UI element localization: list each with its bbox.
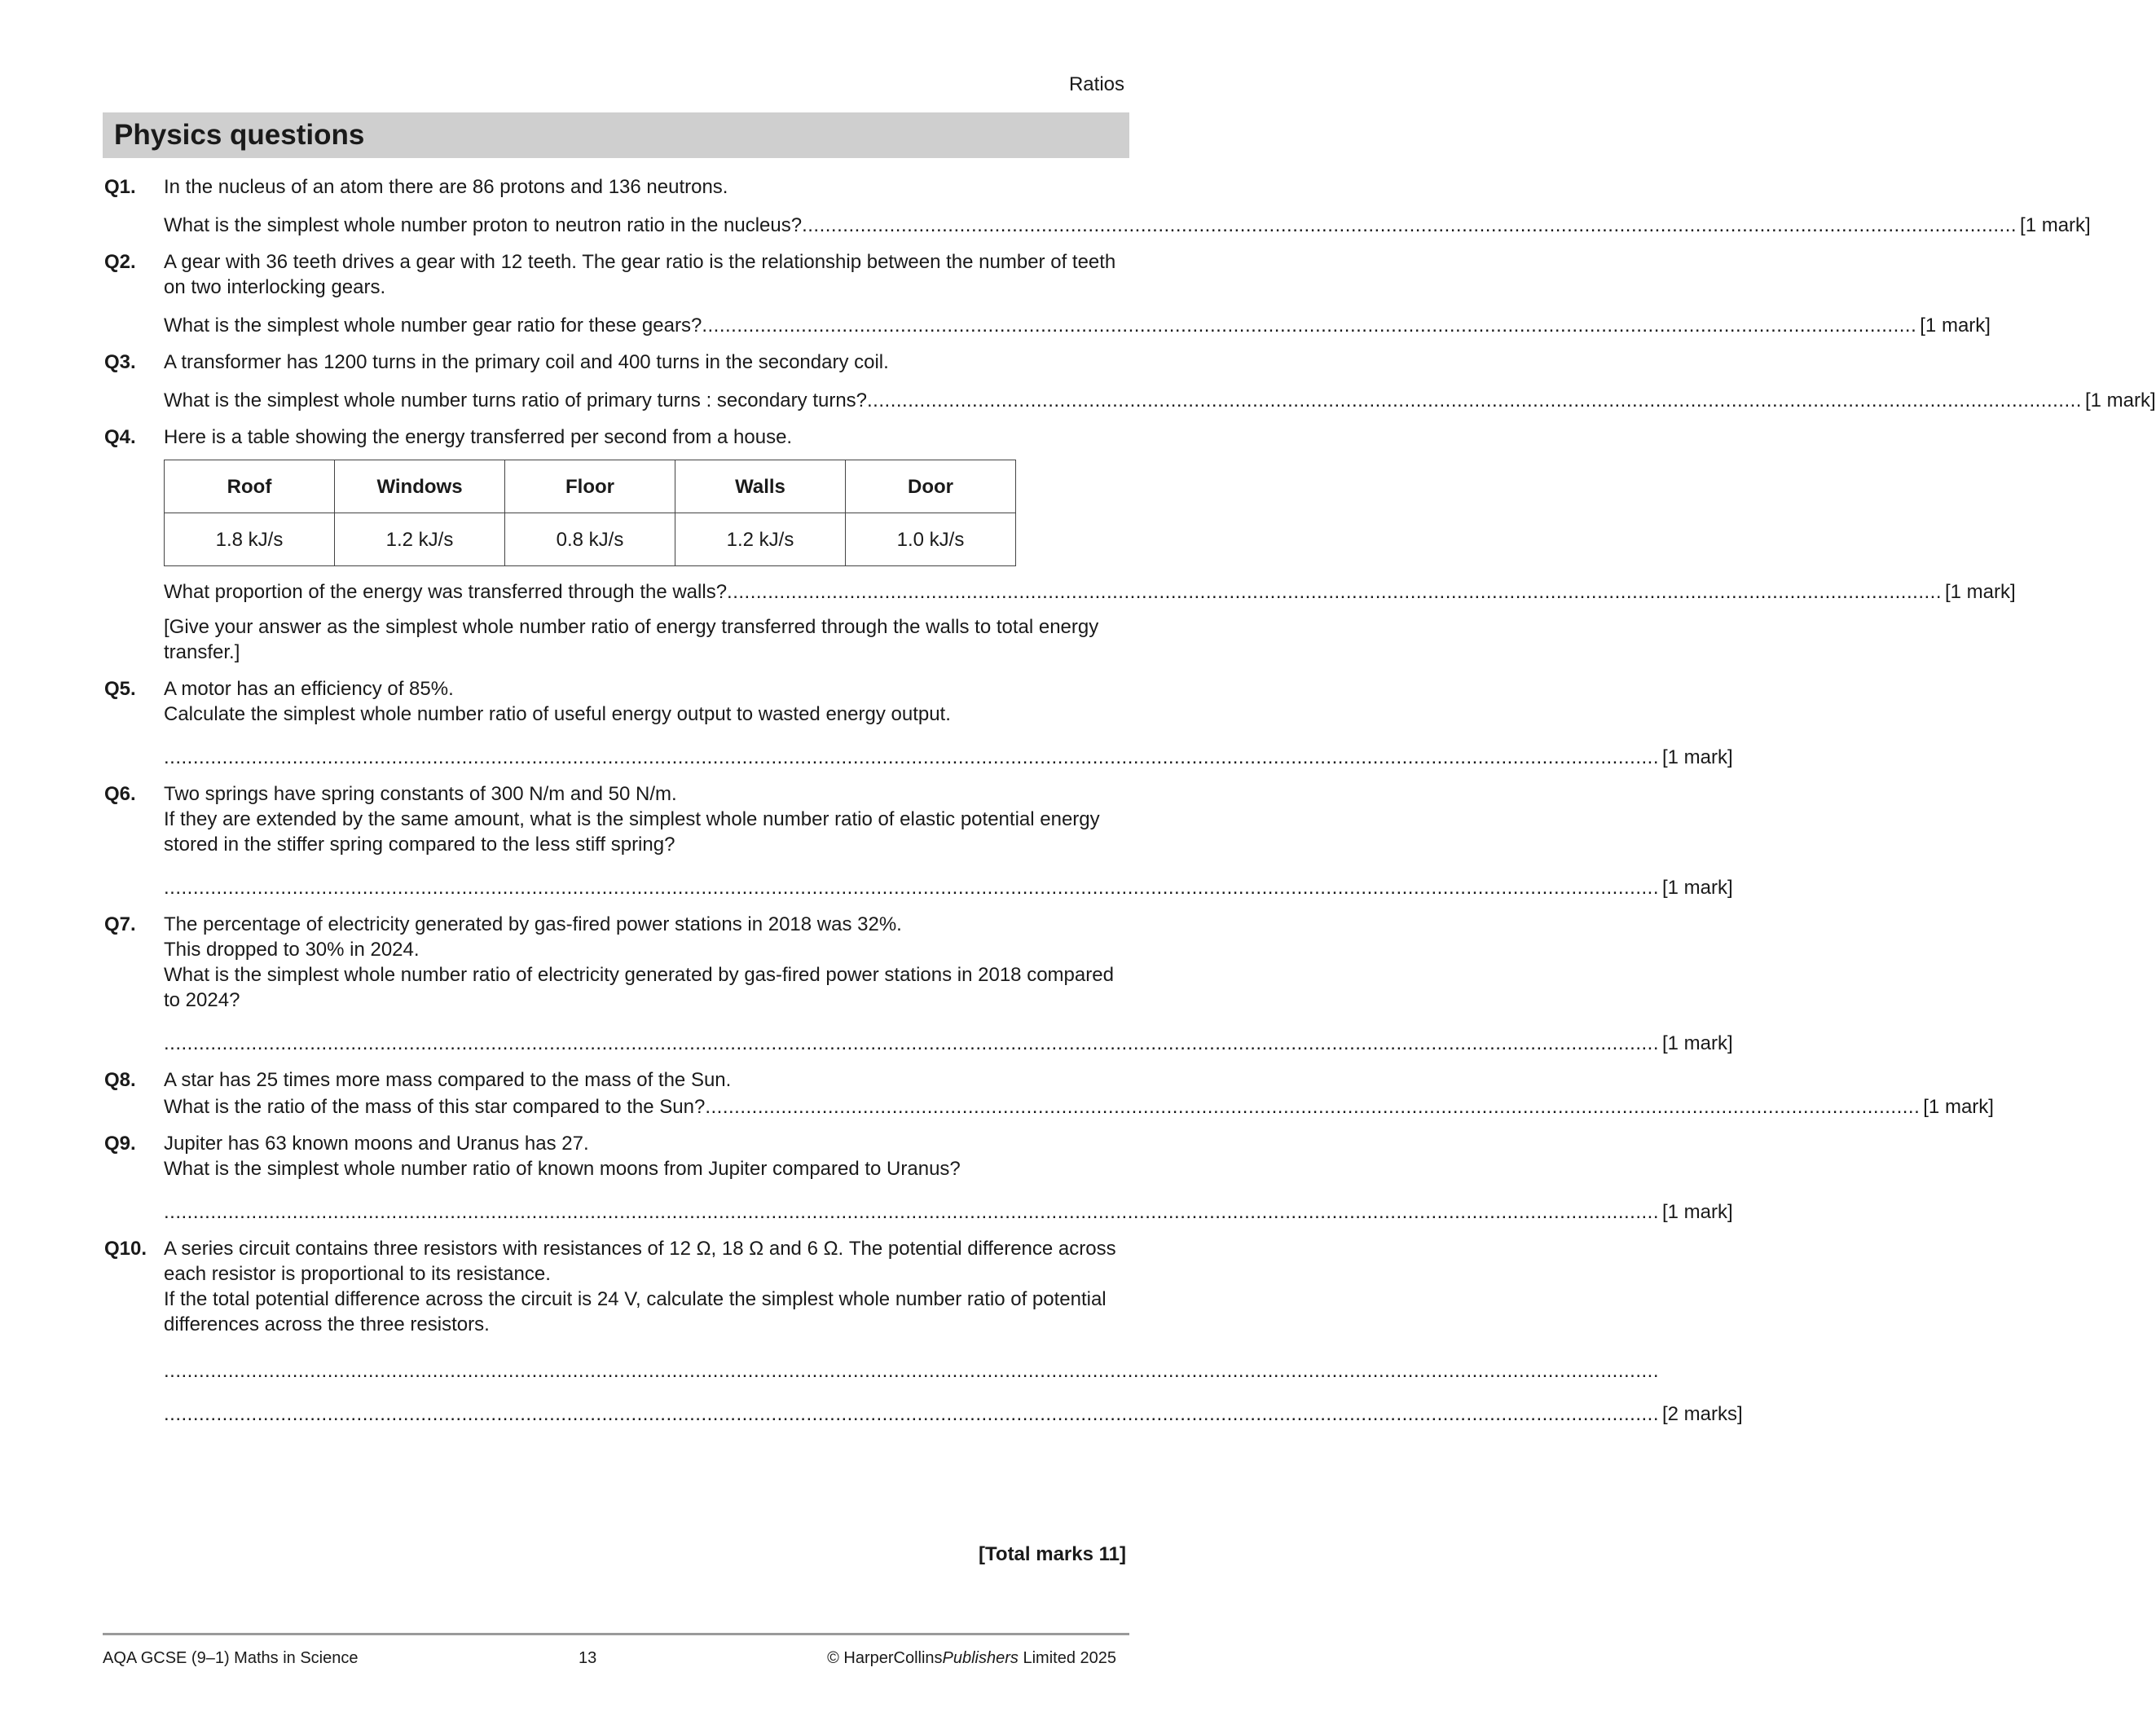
question-text: Jupiter has 63 known moons and Uranus has 27.	[164, 1133, 589, 1155]
answer-dots[interactable]: ................................................................................................................................................................................................................	[802, 214, 2017, 236]
questions-list	[104, 174, 2156, 1438]
question-number: Q2.	[104, 251, 136, 273]
question-number: Q10.	[104, 1238, 147, 1260]
mark-label: [2 marks]	[1662, 1403, 1743, 1425]
question-text: If the total potential difference across the circuit is 24 V, calculate the simplest whole number ratio of potential differences across the three resistors.	[164, 1288, 1107, 1335]
table-cell: 0.8 kJ/s	[505, 513, 675, 566]
answer-line[interactable]: What is the simplest whole number turns ratio of primary turns : secondary turns? ................................................................................................................................................................................................................ [1 mark]	[164, 389, 2156, 411]
answer-line[interactable]	[164, 1358, 1659, 1384]
question-number: Q3.	[104, 351, 136, 373]
mark-label: [1 mark]	[2084, 389, 2156, 411]
question-text: Calculate the simplest whole number ratio of useful energy output to wasted energy output.	[164, 703, 951, 725]
question-text: A star has 25 times more mass compared to the mass of the Sun.	[164, 1069, 732, 1091]
answer-instruction: [Give your answer as the simplest whole number ratio of energy transferred through the walls to total energy transfer.]	[164, 616, 1099, 663]
answer-line[interactable]	[164, 745, 1733, 770]
mark-label: [1 mark]	[1944, 581, 2016, 603]
mark-label: [1 mark]	[1920, 315, 1991, 337]
answer-line[interactable]: What proportion of the energy was transferred through the walls? ................................................................................................................................................................................................................ [1 mark]	[164, 581, 2016, 603]
answer-line[interactable]	[164, 1199, 1733, 1225]
question-2	[104, 249, 1991, 338]
question-text: What is the simplest whole number ratio of known moons from Jupiter compared to Uranus?	[164, 1158, 961, 1180]
mark-label: [1 mark]	[1923, 1096, 1994, 1118]
energy-table	[164, 460, 1016, 566]
footer-divider	[103, 1633, 1129, 1635]
table-cell: 1.8 kJ/s	[165, 513, 335, 566]
running-header: Ratios	[1068, 73, 1124, 95]
table-cell: 1.2 kJ/s	[335, 513, 505, 566]
question-text: This dropped to 30% in 2024.	[164, 939, 420, 961]
question-1	[104, 174, 2091, 238]
answer-dots[interactable]: ................................................................................................................................................................................................................................................................	[164, 877, 1659, 899]
question-number: Q7.	[104, 913, 136, 935]
question-9	[104, 1131, 1733, 1225]
question-text: Two springs have spring constants of 300 N/m and 50 N/m.	[164, 783, 677, 805]
mark-label: [1 mark]	[1662, 1201, 1733, 1223]
mark-label: [1 mark]	[1662, 1032, 1733, 1054]
question-number: Q4.	[104, 426, 136, 448]
question-5	[104, 676, 1733, 770]
answer-dots[interactable]: ................................................................................................................................................................................................................	[702, 315, 1917, 337]
answer-dots[interactable]: ................................................................................................................................................................................................................................................................	[164, 1360, 1659, 1382]
question-6	[104, 781, 1733, 900]
answer-line[interactable]: What is the ratio of the mass of this star compared to the Sun? ................................................................................................................................................................................................................ [1 mark]	[164, 1096, 1994, 1118]
question-4	[104, 425, 2016, 665]
question-number: Q6.	[104, 783, 136, 805]
table-header-cell: Roof	[165, 460, 335, 513]
answer-dots[interactable]: ................................................................................................................................................................................................................................................................	[164, 1201, 1659, 1223]
total-marks: [Total marks 11]	[979, 1543, 1126, 1565]
answer-line[interactable]	[164, 875, 1733, 900]
question-number: Q8.	[104, 1069, 136, 1091]
mark-label: [1 mark]	[1662, 877, 1733, 899]
question-text: A motor has an efficiency of 85%.	[164, 678, 454, 700]
table-cell: 1.0 kJ/s	[846, 513, 1016, 566]
answer-dots[interactable]: ................................................................................................................................................................................................................	[727, 581, 1942, 603]
question-number: Q9.	[104, 1133, 136, 1155]
question-text: Here is a table showing the energy transferred per second from a house.	[164, 426, 793, 448]
table-header-cell: Windows	[335, 460, 505, 513]
answer-line[interactable]: What is the simplest whole number gear ratio for these gears? ................................................................................................................................................................................................................ [1 mark]	[164, 315, 1991, 337]
question-10	[104, 1236, 1743, 1427]
mark-label: [1 mark]	[1662, 746, 1733, 768]
question-text: What is the simplest whole number ratio of electricity generated by gas-fired power stations in 2018 compared to 2024?	[164, 964, 1114, 1011]
footer-book-title: AQA GCSE (9–1) Maths in Science	[103, 1649, 359, 1667]
table-row	[165, 513, 1016, 566]
answer-dots[interactable]: ................................................................................................................................................................................................................................................................	[164, 1032, 1659, 1054]
mark-label: [1 mark]	[2020, 214, 2091, 236]
question-text: The percentage of electricity generated by gas-fired power stations in 2018 was 32%.	[164, 913, 902, 935]
section-title: Physics questions	[103, 112, 1129, 158]
answer-line[interactable]: What is the simplest whole number proton to neutron ratio in the nucleus? ................................................................................................................................................................................................................ [1 mark]	[164, 214, 2091, 236]
question-7	[104, 912, 1733, 1056]
question-text: If they are extended by the same amount, what is the simplest whole number ratio of elastic potential energy stored in the stiffer spring compared to the less stiff spring?	[164, 808, 1100, 856]
table-header-cell: Door	[846, 460, 1016, 513]
answer-dots[interactable]: ................................................................................................................................................................................................................	[705, 1096, 1921, 1118]
answer-line[interactable]	[164, 1401, 1743, 1427]
table-header-row	[165, 460, 1016, 513]
question-number: Q1.	[104, 176, 136, 198]
question-8	[104, 1067, 1994, 1120]
footer-copyright: © HarperCollinsPublishers Limited 2025	[827, 1649, 1116, 1667]
table-header-cell: Walls	[675, 460, 846, 513]
page-number: 13	[579, 1649, 597, 1667]
question-text: A transformer has 1200 turns in the primary coil and 400 turns in the secondary coil.	[164, 351, 889, 373]
question-text: A gear with 36 teeth drives a gear with 12 teeth. The gear ratio is the relationship between the number of teeth on two interlocking gears.	[164, 251, 1116, 298]
question-3	[104, 350, 2156, 413]
question-number: Q5.	[104, 678, 136, 700]
question-text: In the nucleus of an atom there are 86 protons and 136 neutrons.	[164, 176, 728, 198]
answer-dots[interactable]: ................................................................................................................................................................................................................	[867, 389, 2082, 411]
answer-line[interactable]	[164, 1031, 1733, 1056]
answer-dots[interactable]: ................................................................................................................................................................................................................................................................	[164, 1403, 1659, 1425]
table-header-cell: Floor	[505, 460, 675, 513]
table-cell: 1.2 kJ/s	[675, 513, 846, 566]
answer-dots[interactable]: ................................................................................................................................................................................................................................................................	[164, 746, 1659, 768]
question-text: A series circuit contains three resistors with resistances of 12 Ω, 18 Ω and 6 Ω. The potential difference across each resistor is proportional to its resistance.	[164, 1238, 1116, 1285]
